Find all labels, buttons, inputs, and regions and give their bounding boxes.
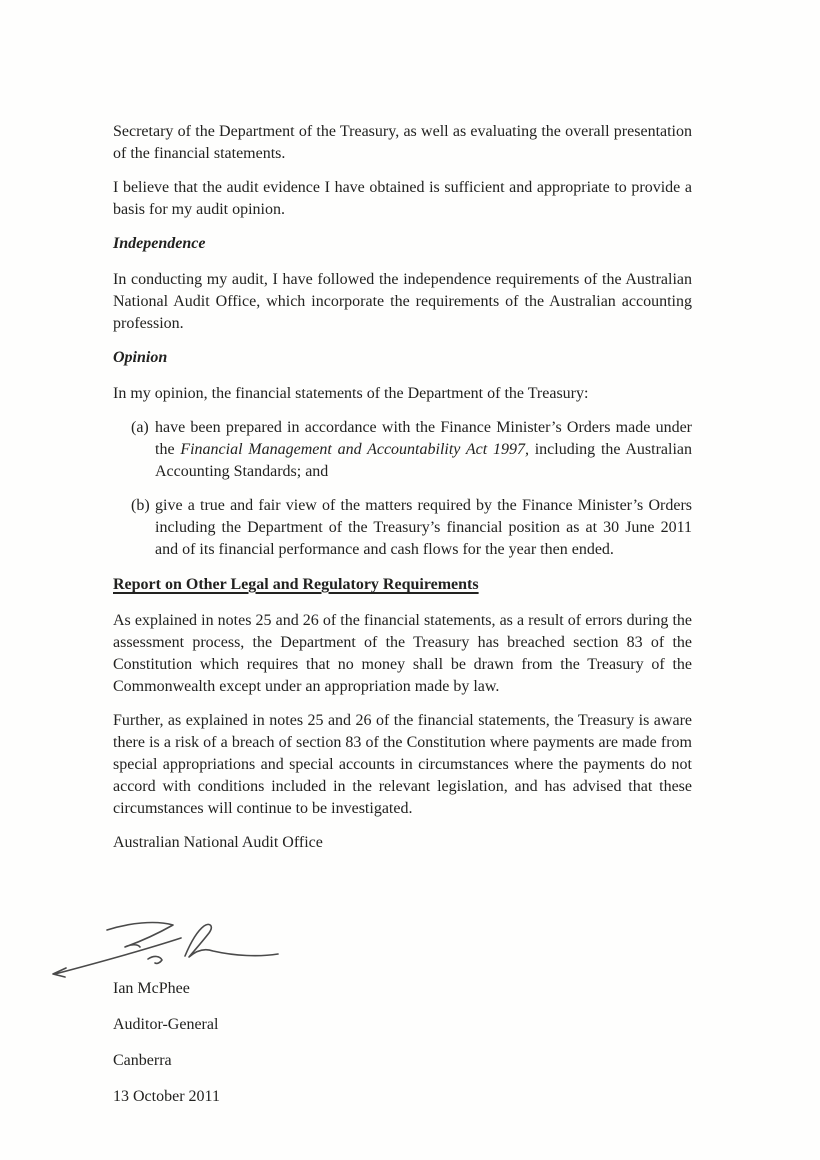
opinion-item-b	[113, 495, 692, 561]
opinion-item-a	[113, 417, 692, 483]
paragraph-independence: In conducting my audit, I have followed the independence requirements of the Australian National Audit Office, which incorporate the requirements of the Australian accounting profession.	[113, 271, 692, 332]
paragraph-secretary: Secretary of the Department of the Treasury, as well as evaluating the overall presentation of the financial statements.	[113, 123, 692, 162]
opinion-item-b-marker: (b)	[131, 497, 150, 514]
signature-stroke-comma	[148, 956, 162, 963]
paragraph-section-83-breach: As explained in notes 25 and 26 of the financial statements, as a result of errors during the assessment process, the Department of the Treasury has breached section 83 of the Constitution which requires that no money shall be drawn from the Treasury of the Commonwealth except under an appropriation made by law.	[113, 612, 692, 695]
opinion-item-b-text: give a true and fair view of the matters required by the Finance Minister’s Orders including the Department of the Treasury’s financial position as at 30 June 2011 and of its financial performance and cash flows for the year then ended.	[155, 497, 692, 558]
opinion-item-a-text-post: including the Australian Accounting Standards; and	[155, 441, 693, 480]
heading-report-legal-regulatory: Report on Other Legal and Regulatory Requirements	[113, 576, 479, 593]
signature-block	[113, 854, 692, 978]
paragraph-opinion-intro: In my opinion, the financial statements of the Department of the Treasury:	[113, 385, 589, 402]
opinion-item-a-marker: (a)	[131, 419, 149, 436]
opinion-item-a-text-pre: have been prepared in accordance with the Finance Minister’s Orders made under the	[155, 419, 692, 458]
signatory-name: Ian McPhee	[113, 980, 190, 997]
heading-opinion: Opinion	[113, 349, 168, 366]
signatory-location: Canberra	[113, 1052, 172, 1069]
org-name-line: Australian National Audit Office	[113, 834, 323, 851]
signature-stroke-tail	[185, 924, 278, 957]
opinion-item-a-act-title: Financial Management and Accountability Act 1997,	[180, 441, 529, 458]
paragraph-further-risk: Further, as explained in notes 25 and 26 of the financial statements, the Treasury is aware there is a risk of a breach of section 83 of the Constitution where payments are made from special appropriations and special accounts in circumstances where the payments do not accord with conditions included in the relevant legislation, and has advised that these circumstances will continue to be investigated.	[113, 712, 692, 817]
handwritten-signature	[45, 914, 285, 982]
signatory-title: Auditor-General	[113, 1016, 219, 1033]
document-content	[113, 121, 692, 1122]
signature-stroke-diagonal	[53, 938, 181, 977]
heading-independence: Independence	[113, 235, 206, 252]
paragraph-audit-evidence: I believe that the audit evidence I have obtained is sufficient and appropriate to provide a basis for my audit opinion.	[113, 179, 692, 218]
signatory-date: 13 October 2011	[113, 1088, 220, 1105]
